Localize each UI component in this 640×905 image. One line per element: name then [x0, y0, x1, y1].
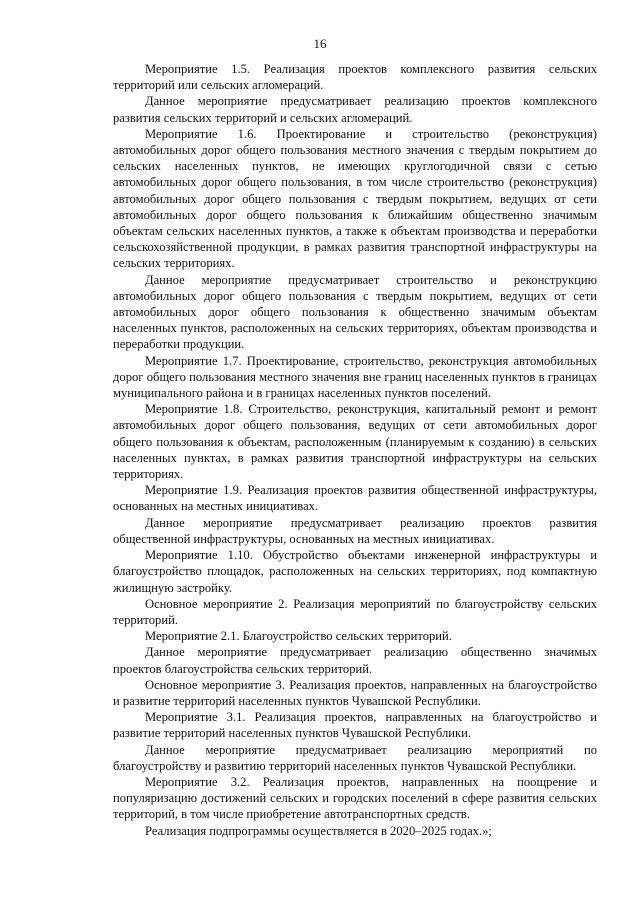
paragraph: Мероприятие 1.10. Обустройство объектами инженерной инфраструктуры и благоустройство площадок, расположенных на сельских территориях, под компактную жилищную застройку.	[113, 548, 597, 595]
paragraph: Мероприятие 1.7. Проектирование, строительство, реконструкция автомобильных дорог общего пользования местного значения вне границ населенных пунктов в границах муниципального района и в границах населенных пунктов поселений.	[113, 353, 597, 401]
paragraph: Мероприятие 3.2. Реализация проектов, направленных на поощрение и популяризацию достижений сельских и городских поселений в сфере развития сельских территорий, в том числе приобретение автотранспортных средств.	[113, 774, 597, 822]
paragraph: Мероприятие 2.1. Благоустройство сельских территорий.	[145, 629, 452, 644]
paragraph: Данное мероприятие предусматривает реализацию проектов развития общественной инфраструктуры, основанных на местных инициативах.	[113, 515, 597, 546]
paragraph: Мероприятие 1.5. Реализация проектов комплексного развития сельских территорий или сельских агломераций.	[113, 62, 597, 93]
paragraph: Основное мероприятие 2. Реализация мероприятий по благоустройству сельских территорий.	[113, 596, 597, 627]
paragraph: Мероприятие 1.9. Реализация проектов развития общественной инфраструктуры, основанных на местных инициативах.	[113, 483, 597, 514]
paragraph: Основное мероприятие 3. Реализация проектов, направленных на благоустройство и развитие территорий населенных пунктов Чувашской Республики.	[113, 677, 597, 708]
paragraph: Мероприятие 1.8. Строительство, реконструкция, капитальный ремонт и ремонт автомобильных дорог общего пользования, ведущих от сети автомобильных дорог общего пользования к объектам, расположенным (планируемым к созданию) в сельских населенных пунктах, в рамках развития транспортной инфраструктуры на сельских территориях.	[113, 402, 597, 482]
paragraph: Мероприятие 1.6. Проектирование и строительство (реконструкция) автомобильных дорог общего пользования местного значения с твердым покрытием до сельских населенных пунктов, не имеющих круглогодичной связи с сетью автомобильных дорог общего пользования, в том числе строительство (реконструкция) автомобильных дорог общего пользования с твердым покрытием, ведущих от сети автомобильных дорог общего пользования к ближайшим общественно значимым объектам сельских населенных пунктов, а также к объектам производства и переработки сельскохозяйственной продукции, в рамках развития транспортной инфраструктуры на сельских территориях.	[113, 126, 597, 271]
paragraph: Данное мероприятие предусматривает реализацию мероприятий по благоустройству и развитию территорий населенных пунктов Чувашской Республики.	[113, 742, 597, 773]
body-text	[113, 61, 597, 839]
paragraph: Мероприятие 3.1. Реализация проектов, направленных на благоустройство и развитие территорий населенных пунктов Чувашской Республики.	[113, 710, 597, 741]
page-number: 16	[313, 36, 327, 51]
paragraph: Данное мероприятие предусматривает реализацию общественно значимых проектов благоустройства сельских территорий.	[113, 645, 597, 676]
paragraph: Данное мероприятие предусматривает строительство и реконструкцию автомобильных дорог общего пользования с твердым покрытием, ведущих от сети автомобильных дорог общего пользования к общественно значимым объектам населенных пунктов, расположенных на сельских территориях, объектам производства и переработки продукции.	[113, 272, 597, 352]
paragraph: Реализация подпрограммы осуществляется в 2020–2025 годах.»;	[145, 823, 492, 838]
paragraph: Данное мероприятие предусматривает реализацию проектов комплексного развития сельских территорий и сельских агломераций.	[113, 94, 597, 125]
